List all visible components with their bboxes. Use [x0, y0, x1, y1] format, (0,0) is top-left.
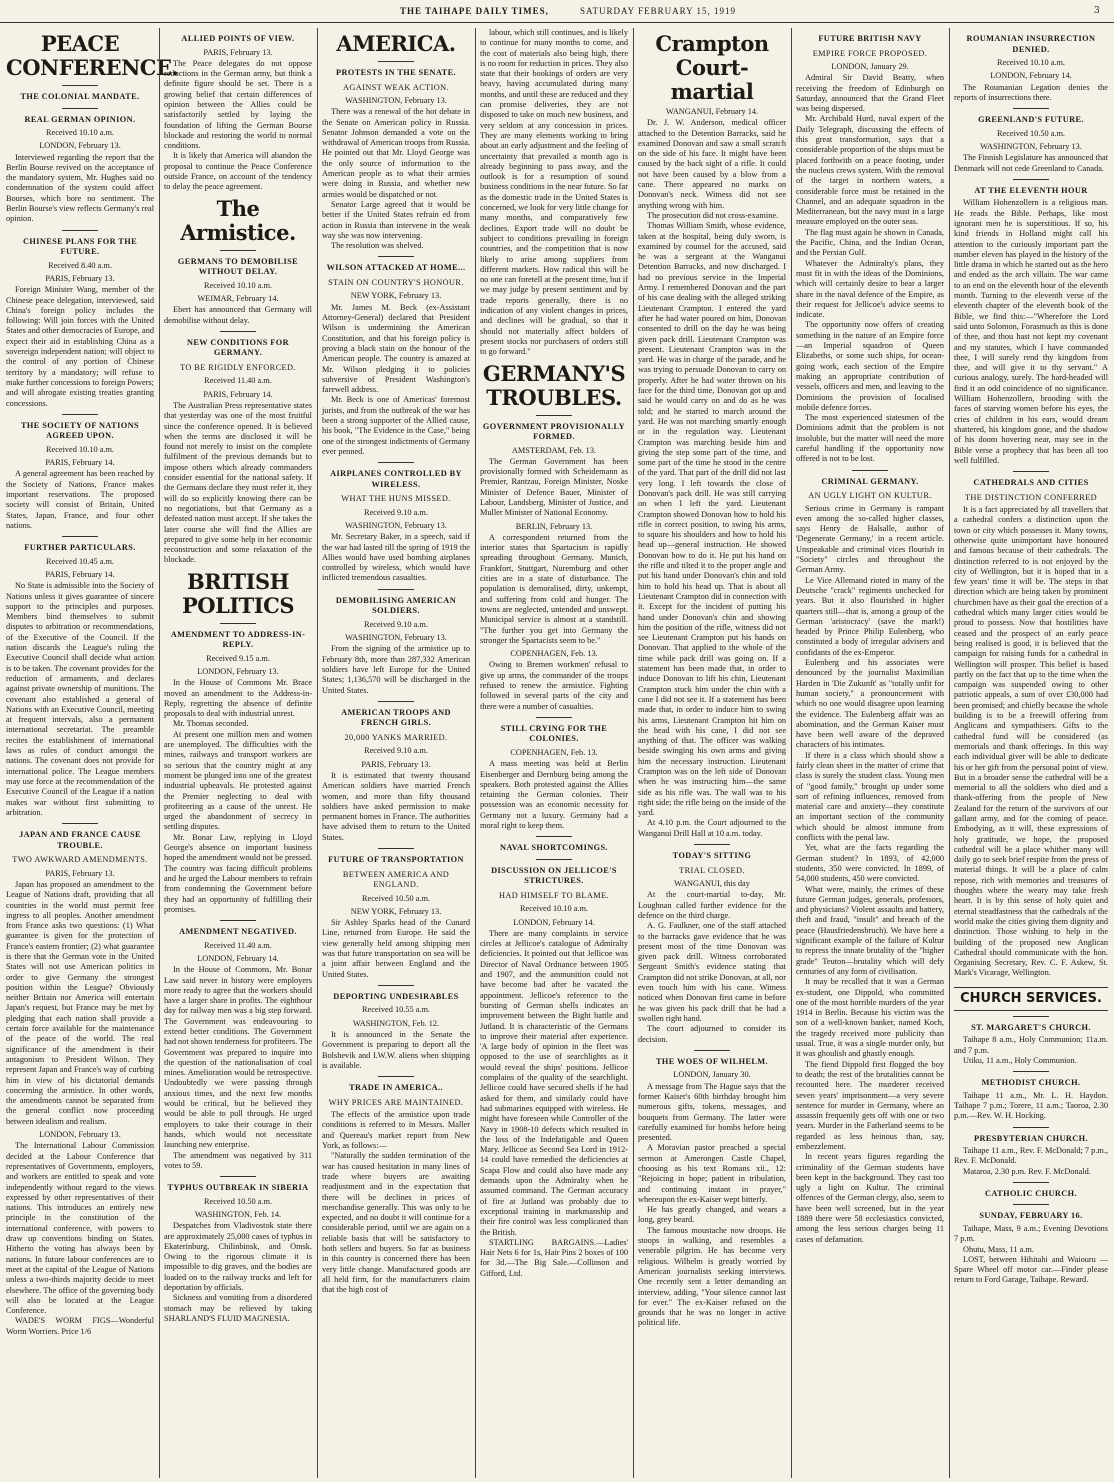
section-headline: Crampton Court-martial: [655, 31, 769, 104]
column-5: [638, 28, 786, 1478]
article-separator: [1013, 1071, 1049, 1072]
article-heading: CRIMINAL GERMANY.: [821, 476, 919, 486]
dateline: Received 10.50 a.m.: [204, 1196, 272, 1206]
article-paragraph: A correspondent returned from the interior states that Spartacism is rapidly spreading throughout Germany. Munich, Frankfort, Stuttgart, Nuremburg and other cities are in a state of disturbance. The population is demoralised, dirty, unkempt, and suffering from cold and hunger. The towns are neglected, untended and unswept. Municipal service is almost at a standstill. "The further you get into Germany the stronger the Spartacists seem to be.": [480, 532, 628, 645]
dateline: LONDON, February 13.: [39, 141, 121, 151]
section-headline: BRITISH POLITICS: [181, 568, 294, 618]
article-heading: DEPORTING UNDESIRABLES: [333, 991, 459, 1001]
article-heading: CHINESE PLANS FOR THE FUTURE.: [22, 236, 138, 257]
article-paragraph: A mass meeting was held at Berlin Eisenberger and Dernburg being among the speakers. Both protested against the Allies retaining the German colonies. Their possession was an economic necessity for Germany not a luxury. Germany had a moral right to keep them.: [480, 759, 628, 830]
dateline: Received 11.40 a.m.: [204, 940, 272, 950]
article-heading: DISCUSSION ON JELLICOE'S STRICTURES.: [491, 865, 617, 886]
column-7: [954, 28, 1108, 1478]
article-paragraph: Taihape 11 a.m., Rev. F. McDonald; 7 p.m., Rev. F. McDonald.: [954, 1146, 1108, 1166]
article-heading: THE WOES OF WILHELM.: [655, 1056, 769, 1066]
article-paragraph: Thomas William Smith, whose evidence, taken at the hospital, being duly sworn, is examined by counsel for the accused, said he was a sergeant at the Wanganui Detention Barracks, and now discharged. I had no previous service in the Imperial Army. I remembered Donovan and the part of his case dealing with the alleged striking Lieutenant Crampton. I entered the yard after he had water poured on him, Donovan consented to drill on the day he was being given pack drill. Lieutenant Crampton was present. Lieutenant Crampton was in the yard. He was in charge of the parade, and he was trying to persuade Donovan to carry on properly. After he had water thrown on his face for the third time, Donovan got up and said he would carry on and do as he was told; and he started to march around the yard. He was not marching smartly enough or in the regulation way. Lieutenant Crampton was marching beside him and giving the step some part of the time, and some part of the time he stood in the centre of the yard. That part of the drill did not last very long. I left towards the close of Donovan's pack drill. He was still carrying on when I left the yard. Lieutenant Crampton showed Donovan how to hold his rifle in correct position, to swing his arms, to square his shoulders and how to hold his head up—general instruction. He showed Donovan how to do it. He put his hand on the rifle and tilted it to the proper angle and put his hand under Donovan's chin and told him to hold his head up. That is about all Lieutenant Crampton did in connection with it. Except for the incident of putting his hand under Donovan's chin and showing him the position of the rifle, witness did not see Lieutenant Crampton put his hands on Donovan. That applied to the whole of the time while pack drill was going on. If a statement has been made that, in order to induce Donovan to lift his chin, Lieutenant Crampton stuck him under the chin with a cane I did not see it. If a statement has been made that, in order to induce him to swing his arms, Lieutenant Crampton hit him on the head with his cane, I did not see anything of that. The officer was walking beside swinging his own arms and giving him the necessary instruction. Lieutenant Crampton was on the left side of Donovan when he was instructing him—the same side as his rifle was. The wall was to his right side; the rifle being on the inside of the yard.: [638, 221, 786, 818]
article-paragraph: The famous moustache now droops. He stoops in walking, and resembles a venerable pilgrim. He has become very religious. Wilhelm is greatly worried by American journalists seeking interviews. One recently sent a letter demanding an interview, adding, "Your silence cannot last for ever." The ex-Kaiser refused on the grounds that he was no longer in active political life.: [638, 1225, 786, 1328]
article-heading: CATHEDRALS AND CITIES: [973, 478, 1089, 488]
article-heading: ALLIED POINTS OF VIEW.: [181, 34, 295, 43]
article-heading: FURTHER PARTICULARS.: [24, 543, 136, 553]
article-heading: THE SOCIETY OF NATIONS AGREED UPON.: [21, 420, 139, 441]
dateline: Received 11.40 a.m.: [204, 376, 272, 386]
article-paragraph: The prosecution did not cross-examine.: [647, 210, 779, 220]
dateline: WANGANUI, February 14.: [665, 107, 759, 116]
section-headline: The Armistice.: [180, 195, 296, 245]
article-paragraph: Mr. Bonar Law, replying in Lloyd George's absence on important business hoped the amendment would not be pressed. The country was facing difficult problems and he urged the Labour members to refrain from condemning the Government before they had an opportunity of fulfilling their promises.: [164, 832, 312, 914]
church-services-heading: CHURCH SERVICES.: [954, 987, 1108, 1011]
article-subheading: HAD HIMSELF TO BLAME.: [499, 890, 609, 900]
article-separator: [694, 1050, 730, 1051]
article-separator: [62, 230, 98, 231]
dateline: PARIS, February 14.: [45, 458, 115, 468]
article-heading: AMENDMENT TO ADDRESS-IN-REPLY.: [170, 629, 306, 650]
article-heading: GOVERNMENT PROVISIONALLY FORMED.: [482, 421, 626, 441]
article-heading: PROTESTS IN THE SENATE.: [335, 68, 457, 77]
dateline: LONDON, February 14.: [513, 917, 595, 927]
article-paragraph: Utiku, 11 a.m., Holy Communion.: [963, 1055, 1077, 1065]
article-paragraph: No State is admissible into the Society of Nations unless it gives guarantee of sincere support to the principles and purposes. Members bind themselves to submit disputes to arbitration or recommendations, of the Executive of the Council. If the nation discards the League's ruling the Executive Council shall decide what action is to be taken. The covenant provides for the reduction of armaments, and declares against private ownership of munitions. The covenant also established a general of Nations with an Executive Council, meeting at frequent intervals, also a permanent international secretariat. The preamble recites the establishment of international laws as rules of conduct amongst the nations. The covenant does not provide for international police. The League members may use force at the recommendation of the Executive Council of the League if a nation makes war without first submitting to arbitration.: [6, 581, 154, 817]
dateline: WASHINGTON, February 13.: [980, 141, 1082, 151]
column-rule: [317, 28, 318, 1478]
dateline: NEW YORK, February 13.: [350, 291, 442, 301]
article-separator: [378, 701, 414, 702]
column-rule: [475, 28, 476, 1478]
dateline: LONDON, February 14.: [990, 71, 1072, 81]
article-heading: METHODIST CHURCH.: [981, 1078, 1081, 1088]
dateline: WASHINGTON, February 13.: [345, 521, 447, 530]
article-paragraph: A Moravian pastor preached a special sermon at Amerongen Castle Chapel, choosing as his text Romans xii., 12: "Rejoicing in hope; patient in tribulation, and continuing instant in prayer," whereupon the ex-Kaiser wept bitterly.: [638, 1143, 786, 1204]
issue-date: SATURDAY FEBRUARY 15, 1919: [580, 6, 737, 16]
column-rule: [633, 28, 634, 1478]
article-subheading: BETWEEN AMERICA AND ENGLAND.: [342, 869, 450, 890]
article-separator: [220, 331, 256, 332]
article-heading: GERMANS TO DEMOBILISE WITHOUT DELAY.: [177, 256, 299, 277]
article-paragraph: From the signing of the armistice up to February 8th, more than 287,332 American soldiers have left Europe for the United States; 1,136,570 will be discharged in the United States.: [322, 644, 470, 695]
article-paragraph: Mr. Thomas seconded.: [173, 719, 249, 729]
dateline: Received 10.10 a.m.: [46, 128, 114, 137]
column-rule: [159, 28, 160, 1478]
article-paragraph: Mataroa, 2.30 p.m. Rev. F. McDonald.: [963, 1166, 1091, 1176]
article-paragraph: The International Labour Commission decided at the Labour Conference that representatives of Governments, employers, and workers are entitled to speak and vote independently without regard to the views expressed by other representatives of their nations. This introduces an entirely new principle in the constitution of the international conference, with powers to draw up conventions binding on States. Hitherto the voting has always been by nations. In future labour conferences are to meet at the capital of the League of Nations unless a two-thirds majority decide to meet elsewhere. The office of the governing body will also be located at the League Conference.: [6, 1141, 154, 1316]
article-paragraph: At present one million men and women are unemployed. The difficulties with the mines, railways and transport workers are so serious that the country might at any moment be plunged into one of the greatest industrial upheavals. He protested against the Premier neglecting to deal with profiteering as a cause of the unrest. He urged the abandonment of secrecy in settling disputes.: [164, 729, 312, 832]
article-subheading: THE DISTINCTION CONFERRED: [964, 492, 1098, 502]
dateline: COPENHAGEN, Feb. 13.: [510, 747, 598, 757]
article-heading: AIRPLANES CONTROLLED BY WIRELESS.: [330, 469, 462, 489]
article-paragraph: Mr. Beck is one of Americas' foremost jurists, and from the outbreak of the war has been a strong supporter of the Allied cause, his book, "The Evidence in the Case," being one of the strongest indictments of Germany ever penned.: [322, 395, 470, 456]
article-separator: [1013, 1016, 1049, 1017]
dateline: NEW YORK, February 13.: [350, 906, 442, 916]
article-paragraph: Mr. James M. Beck (ex-Assistant Attorney-General) declared that President Wilson is undermining the American Constitution, and that his foreign policy is proving a black stain on the honour of the American people. The country is amazed at Mr. Wilson pledging it to policies subversive of President Washington's farewell address.: [322, 302, 470, 395]
article-separator: [62, 108, 98, 109]
article-separator: [694, 844, 730, 845]
article-paragraph: The amendment was negatived by 311 votes to 59.: [164, 1150, 312, 1170]
article-paragraph: Yet, what are the facts regarding the German student? In 1893, of 42,000 students, 350 were convicted. In 1899, of 54,000 students, 450 were convicted.: [796, 843, 944, 884]
article-paragraph: Sir Ashley Sparks head of the Cunard Line, returned from Europe. He said the view generally held among shipping men was that future transportation on sea will be a joint affair between England and the United States.: [322, 918, 470, 979]
article-heading: REAL GERMAN OPINION.: [24, 114, 136, 124]
article-heading: STILL CRYING FOR THE COLONIES.: [500, 723, 608, 744]
article-paragraph: Ohutu, Mass, 11 a.m.: [963, 1244, 1034, 1254]
article-separator: [62, 85, 98, 86]
dateline: Received 9.10 a.m.: [364, 507, 428, 517]
column-3: [322, 28, 470, 1478]
article-separator: [1013, 1182, 1049, 1183]
article-paragraph: A. G. Faulkner, one of the staff attached to the barracks gave evidence that he was present most of the time Donovan was given pack drill. Witness corroborated Sergeant Smith's evidence stating that Crampton did not strike Donovan, at all, nor even touch him with his cane. Witness noticed when Donovan first came in before he was given his pack drill that he had a swollen right hand.: [638, 921, 786, 1023]
article-heading: GREENLAND'S FUTURE.: [978, 115, 1084, 125]
article-paragraph: At the court-martial to-day, Mr. Loughnan called further evidence for the defence on the third charge.: [638, 890, 786, 920]
article-paragraph: It is a fact appreciated by all travellers that a cathedral confers a distinction upon the town or city which possesses it. Many towns, otherwise quite unimportant have honoured and famous because of their cathedrals. The distinction referred to is not enjoyed by the city of Wellington, but it is hoped that in a few years' time it will be. The steps in that direction which are being taken by prominent churchmen have as their goal the erection of a cathedral which many larger cities would be proud to possess. Now that hostilities have ceased and the prospect of an early peace being realised is good, it is believed that the campaign for raising funds for a cathedral in Wellington will prosper. This belief is based partly on the fact that up to the time when the campaign was suspended owing to other patriotic appeals, a sum of over £30,000 had been promised; and chiefly because the whole building is to be a freewill offering from Anglicans and sympathisers. Gifts to the cathedral fund will be considered (as memorials and thank offerings. In this way each individual giver will be able to dedicate his or her gift from the personal point of view. But in a broader sense the cathedral will be a memorial to all the soldiers who died and a thank-offering from the people of New Zealand for the return of the survivors of our gallant army, and for the coming of peace. Embodying, as it will, these expressions of holy gratitude, we hope, the proposed cathedral will be a place whither many will daily go to seek brief respite from the press of material things. It will be a place of calm repose, rich with memories and treasures of thoughts where the weary may take fresh heart. It is by this sense of holy quiet and eternal steadfastness that the cathedrals of the world make the cities giving them dignity and distinction. Those wishing to help in the building of the proposed new Anglican Cathedral should communicate with the hon. Organising Secretary, Rev. C. F. Askew, St. Mark's Vicarage, Wellington.: [954, 505, 1108, 978]
article-heading: ST. MARGARET'S CHURCH.: [971, 1022, 1091, 1032]
dateline: Received 9.10 a.m.: [364, 746, 428, 756]
article-paragraph: Interviewed regarding the report that the Berlin Bourse revived on the acceptance of the mandatory system, Mr. Hughes said no condemnation of the system could affect Bourses, which bore no sentiment. The Berlin Bourse's view reflects Germany's real opinion.: [6, 152, 154, 224]
article-paragraph: Owing to Bremen workmen' refusal to give up arms, the commander of the troops refused to renew the armistice. Fighting followed in several parts of the city and there were a number of casualties.: [480, 660, 628, 711]
masthead: [0, 0, 1114, 23]
article-subheading: 20,000 YANKS MARRIED.: [344, 732, 448, 742]
article-paragraph: In the House of Commons, Mr. Bonar Law said never in history were employers more ready to agree that the workers should have a larger share in profits. The eighthour day for railway men was a big step forward. The Government was endeavouring to extend better conditions. The Government had not shown tenderness for profiteers. The Government was prepared to inquire into the question of the nationalisation of coal mines. Amelioration would be retrospective. Undoubtedly we were passing through anxious times, and the next few months would be critical, but he believed they would be able to pull through. He urged employers to take their courage in their hands, which would not necessitate launching new enterprise.: [164, 965, 312, 1150]
article-separator: [536, 836, 572, 837]
article-separator: [220, 920, 256, 921]
article-heading: AMERICAN TROOPS AND FRENCH GIRLS.: [341, 707, 451, 728]
article-paragraph: Taihape 8 a.m., Holy Communion; 11a.m. and 7 p.m.: [954, 1035, 1108, 1055]
dateline: WASHINGTON, February 13.: [345, 96, 447, 105]
article-separator: [62, 823, 98, 824]
article-heading: TRADE IN AMERICA..: [349, 1083, 443, 1093]
article-subheading: TO BE RIGIDLY ENFORCED.: [180, 362, 296, 372]
article-subheading: AGAINST WEAK ACTION.: [342, 82, 450, 92]
article-heading: AT THE ELEVENTH HOUR: [974, 185, 1088, 195]
article-paragraph: He has greatly changed, and wears a long, grey beard.: [638, 1205, 786, 1225]
dateline: Received 9.15 a.m.: [206, 653, 270, 663]
article-paragraph: Senator Large agreed that it would be better if the United States refrain ed from action in Russia than intervene in the weak way she was now intervening.: [322, 199, 470, 240]
article-heading: CATHOLIC CHURCH.: [985, 1188, 1077, 1198]
article-paragraph: Mr. Archibald Hurd, naval expert of the Daily Telegraph, discussing the effects of this great transformation, says that a considerable proportion of the ships must be placed forthwith on a peace footing, under the nucleus crews system. With the removal of the target in northern waters, a considerable force must be retained in the Channel, and an adequate squadron in the Mediterranean, but the navy must in a large measure employed on the outer seas.: [796, 114, 944, 227]
article-heading: TODAY'S SITTING: [672, 851, 752, 861]
dateline: Received 10.10 a.m.: [997, 58, 1065, 67]
article-paragraph: Taihape 11 a.m., Mr. L. H. Haydon. Taihape 7 p.m.; Torere, 11 a.m.; Taoroa, 2.30 p.m.—Rev. W. H. Hocking.: [954, 1090, 1108, 1121]
article-paragraph: The Peace delegates do not oppose reductions in the German army, but think a definite figure should be set. There is a growing belief that certain differences of opinion between the Allies could be satisfactorily settled by laying the foundation of lifting the German Bourse blockade and restoring the world to normal conditions.: [164, 58, 312, 151]
newspaper-title: THE TAIHAPE DAILY TIMES,: [400, 6, 549, 16]
dateline: Received 10.10 a.m.: [204, 280, 272, 290]
dateline: WASHINGTON, February 13.: [345, 633, 447, 643]
article-paragraph: It is likely that America will abandon the proposal to continue the Peace Conference outside France, on account of the tendency to delay the peace agreement.: [164, 151, 312, 192]
article-paragraph: The Finnish Legislature has announced that Denmark will not cede Greenland to Canada.: [954, 153, 1108, 173]
dateline: BERLIN, February 13.: [515, 521, 593, 531]
article-separator: [62, 414, 98, 415]
section-headline: AMERICA.: [336, 31, 456, 56]
article-paragraph: William Hohenzollern is a religious man. He reads the Bible. Perhaps, like most ignorant men he is superstitious. If so, his kind friends in Holland might call his attention to the curiously important part the number eleven has played in the history of the little drama in which he started out as the hero and ended as the arch villain. The war came to an end on the eleventh hour of the eleventh month. Turning to the eleventh verse of the eleventh chapter of the eleventh book of the Bible, we find this:—"Wherefore the Lord said unto Solomon, Forasmuch as this is done of thee, and thou hast not kept my covenant and my statutes, which I have commanded thee, I will surely rend thy kingdom from thee, and will give it to thy servant." A curious analogy, surely. The hard-headed will find it an odd coincidence of no significance. William Hohenzollern, brooding with the faces of starving women before his eyes, the cries of children in his ears, would dream shattered, his kingdom gone, and the shadow of his doom hovering near, may see in the Bible verse a prophecy that has been all too well fulfilled.: [954, 198, 1108, 465]
article-subheading: WHY PRICES ARE MAINTAINED.: [328, 1097, 464, 1107]
dateline: PARIS, February 13.: [361, 759, 431, 769]
dateline: Received 10.10 a.m.: [46, 444, 114, 454]
article-paragraph: Whatever the Admiralty's plans, they must fit in with the ideas of the Dominions, which will certainly desire to bear a larger share in the naval defence of the Empire, as their request for Jellicoe's advice seems to indicate.: [796, 258, 944, 320]
article-paragraph: In recent years figures regarding the criminality of the German students have been kept in the background. They cast too ugly a light on Kultur. The criminal offences of the German clergy, also, seem to have been well screened, but in the year 1889 there were 58 ecclesiastics convicted, among the less serious charges being 11 cases of defamation.: [796, 1152, 944, 1244]
dateline: Received 10.55 a.m.: [362, 1005, 430, 1015]
dateline: WEIMAR, February 14.: [197, 293, 279, 303]
article-paragraph: The most experienced statesmen of the Dominions admit that the problem is not insoluble, but the matter will need the more careful handling if the opportunity now offered is not to be lost.: [796, 413, 944, 464]
article-paragraph: The resolution was shelved.: [331, 241, 424, 251]
article-paragraph: WADE'S WORM FIGS—Wonderful Worm Worriers. Price 1/6: [6, 1316, 154, 1336]
column-2: [164, 28, 312, 1478]
article-heading: JAPAN AND FRANCE CAUSE TROUBLE.: [19, 830, 141, 850]
dateline: Received 9.10 a.m.: [364, 619, 428, 629]
article-paragraph: A general agreement has been reached by the Society of Nations, France makes important reservations. The proposed society will consist of Britain, United States, Japan, France, and four other nations.: [6, 469, 154, 530]
article-paragraph: Admiral Sir David Beatty, when receiving the freedom of Edinburgh on Saturday, announced that the Grand Fleet was being dispersed.: [796, 73, 944, 114]
article-separator: [378, 462, 414, 463]
dateline: Received 10.50 a.m.: [997, 128, 1065, 138]
article-paragraph: It is announced in the Senate the Government is preparing to deport all the Bolshevik and I.W.W. aliens when shipping is available.: [322, 1030, 470, 1070]
article-separator: [536, 415, 572, 416]
article-separator: [378, 985, 414, 986]
article-paragraph: STARTLING BARGAINS.—Ladies' Hair Nets 6 for 1s, Hair Pins 2 boxes of 100 for 3d.—The Big Sale.—Collinson and Gifford, Ltd.: [480, 1237, 628, 1278]
article-separator: [62, 536, 98, 537]
article-separator: [536, 717, 572, 718]
article-heading: FUTURE OF TRANSPORTATION: [328, 855, 464, 865]
column-rule: [949, 28, 950, 1478]
article-paragraph: "Naturally the sudden termination of the war has caused hesitation in many lines of trade where buyers are awaiting readjustment and in the expectation that there will be declines in prices of merchandise generally. This was only to be expected, and no doubt it will continue for a considerable period, until we are again on a reliable basis that will be satisfactory to both sellers and buyers. So far as business in this country is concerned there has been very little change. Manufactured goods are all held firm, for the manufacturers claim that the high cost of: [322, 1151, 470, 1295]
article-subheading: TWO AWKWARD AMENDMENTS.: [12, 855, 148, 865]
article-heading: SUNDAY, FEBRUARY 16.: [979, 1211, 1083, 1221]
article-subheading: AN UGLY LIGHT ON KULTUR.: [808, 491, 932, 501]
article-paragraph: Japan has proposed an amendment to the League of Nations draft, providing that all countries in the world must permit free ingress to all peoples. Another amendment from France asks two questions: (1) What guarantee is given for the protection of France's eastern frontier; (2) what guarantee is there that the German vote in the United States will not use American politics in order to give Germany the strongest position within the League? Obviously neither Britain nor America will entertain Japan's request, but France may be met by pledging that each nation shall provide a certain force available for the maintenance of the peace of the world. The real significance of the amendment is their antagonism to President Wilson. They represent Japan and France's way of curbing him in view of his dictatorial demands concerning the armistice. In other words, the amendments cannot be separated from the general conflict now proceeding between idealism and realism.: [6, 879, 154, 1126]
dateline: AMSTERDAM, Feb. 13.: [511, 445, 597, 455]
article-paragraph: The opportunity now offers of creating something in the nature of an Empire force—an Imperial squadron of Queen Elizabeths, or some such ships, for ocean-going work, each section of the Empire making an appropriate contribution of vessels, officers and men, and leaving to the Dominions the provision of localised mobile defence forces.: [796, 320, 944, 412]
article-separator: [536, 859, 572, 860]
dateline: LONDON, January 30.: [673, 1070, 751, 1080]
article-paragraph: labour, which still continues, and is likely to continue for many months to come, and the cost of materials also being high, there is no room for reduction in prices. They also state that their bookings of orders are very heavy, having accumulated during many months, and until these are reduced and they can promise deliveries, they are not disposed to take on much new business, and very seldom at any concession in prices. They are many elements working to bring about an early adjustment and the feeling of uncertainty that prevailed a month ago is already beginning to pass away, and the outlook is for a resumption of sound business conditions in the near future. So far as the domestic trade in the United States is concerned, we look for very little change for many months, and comparatively few declines. Export trade will no doubt be subject to conditions prevailing in foreign countries, and the competition that is now likely to arise among suppliers from different markets. How radical this will be no one can foretell at the present time, but if we may judge by present sentiment and by trade reports generally, there is no indication of any violent changes in prices, and declines will be gradual, so that it should not materially affect holders of present stocks nor purchasers of orders still to go forward.": [480, 28, 628, 357]
dateline: PARIS, February 13.: [203, 47, 273, 57]
section-headline: GERMANY'S TROUBLES.: [482, 360, 626, 410]
article-separator: [378, 848, 414, 849]
dateline: PARIS, February 13.: [45, 273, 115, 283]
article-paragraph: The Roumanian Legation denies the reports of insurrections there.: [954, 82, 1108, 102]
article-separator: [1013, 471, 1049, 472]
article-heading: FUTURE BRITISH NAVY: [818, 34, 922, 43]
article-heading: WILSON ATTACKED AT HOME...: [326, 263, 466, 273]
article-paragraph: Despatches from Vladivostok state there are approximately 25,000 cases of typhus in Ekaterinburg, Chilinbinsk, and Omsk. Owing to the rigorous climate it is impossible to dig graves, and the bodies are loaded on to the railway trucks and left for deportation by officials.: [164, 1221, 312, 1293]
article-heading: NAVAL SHORTCOMINGS.: [500, 843, 608, 853]
column-6: [796, 28, 944, 1478]
article-heading: PRESBYTERIAN CHURCH.: [973, 1133, 1089, 1143]
article-paragraph: If there is a class which should show a fairly clean sheet in the matter of crime that class is surely the student class. Young men of "good family," brought up under some sort of refining influences, removed from material care and anxiety—they constitute an important section of the community which should be almost immune from conflicts with the penal law.: [796, 750, 944, 843]
article-separator: [378, 61, 414, 62]
article-paragraph: What were, mainly, the crimes of these future German judges, generals, professors, and physicians? Violent assaults and battery, theft and fraud, "insult" and breach of the peace (Hausfriedensbruch). We have here a significant example of the failure of Kultur to repress the innate brutality of the "higher grade" Teuton—brutality which will defy centuries of any form of civilisation.: [796, 884, 944, 976]
dateline: WASHINGTON, Feb. 14.: [194, 1209, 282, 1219]
article-separator: [852, 470, 888, 471]
article-paragraph: Sickness and vomiting from a disordered stomach may be relieved by taking SHARLAND'S FLUID MAGNESIA.: [164, 1293, 312, 1323]
article-paragraph: It may be recalled that it was a German ex-student, one Dippold, who committed one of the most horrible murders of the year 1914 in Berlin. Because his victim was the son of a well-known banker, named Koch, the tragedy received more publicity than usual. True, it was a single murder only, but it was ghoulish and ghastly enough.: [796, 977, 944, 1059]
article-paragraph: Serious crime in Germany is rampant even among the so-called higher classes, says Henry de Halsalle, author of 'Degenerate Germany,' in a recent article. Unspeakable and criminal vices flourish in "Society" circles and throughout the German Army.: [796, 503, 944, 575]
article-separator: [378, 589, 414, 590]
article-separator: [1013, 108, 1049, 109]
column-4: [480, 28, 628, 1478]
article-separator: [378, 1076, 414, 1077]
article-paragraph: The fiend Dippold first flogged the boy to death; the rest of the brutalities cannot be recounted here. The murderer received seven years' imprisonment—a very severe sentence for murder in Germany, where an assassin frequently gets off with one or two years. Murder in the Fatherland seems to be regarded as less heinous than, say, embezzlement.: [796, 1059, 944, 1151]
article-paragraph: Dr. J. W. Anderson, medical officer attached to the Detention Barracks, said he examined Donovan and saw a small scratch on the side of his face. It might have been caused by the back sight of a rifle. It could not have been caused by a blow from a cane. There appeared no marks on Donovan's neck. Witness did not see anything wrong with him.: [638, 118, 786, 210]
article-subheading: WHAT THE HUNS MISSED.: [341, 494, 451, 504]
article-paragraph: The court adjourned to consider its decision.: [638, 1024, 786, 1044]
article-separator: [1013, 1127, 1049, 1128]
article-paragraph: It is estimated that twenty thousand American soldiers have married French women, and more than fifty thousand soldiers have asked permission to make permanent homes in France. The authorities have advised them to return to the United States.: [322, 770, 470, 842]
article-separator: [220, 250, 256, 251]
article-paragraph: In the House of Commons Mr. Brace moved an amendment to the Address-in-Reply, regretting the absence of definite proposals to deal with industrial unrest.: [164, 678, 312, 719]
article-subheading: TRIAL CLOSED.: [679, 865, 745, 875]
column-1: [6, 28, 179, 1478]
article-paragraph: Taihape, Mass, 9 a.m.; Evening Devotions 7 p.m.: [954, 1223, 1108, 1244]
dateline: PARIS, February 13.: [45, 868, 115, 878]
article-heading: NEW CONDITIONS FOR GERMANY.: [186, 337, 289, 358]
page-number: 3: [1094, 6, 1100, 16]
article-paragraph: There was a renewal of the hot debate in the Senate on American policy in Russia. Senator Johnson demanded a vote on the withdrawal of American troops from Russia. He pointed out that Mr. Lloyd George was the only source of information to the American people as to what their armies were doing in Russia, and whether new armies would be dispatched or not.: [322, 107, 470, 199]
article-paragraph: There are many complaints in service circles at Jellicoe's catalogue of Admiralty deficiencies. It pointed out that Jellicoe was Director of Naval Ordnance between 1905 and 1907, and the ammunition could not have become bad after he vacated the appointment. Jellicoe's reference to the bursting of German shells indicates an improvement between the Bight battle and Jutland. It is characteristic of the Germans to improve their material after experience. 'A large body of opinion in the fleet was opposed to the use of searchlights as it would reveal the ships' positions. Jellicoe complains of the quality of the searchlight. Jellicoe could have secured shells if he had asked for them, and similarly could have had submarines equipped with wireless. He might have foreseen while Controller of the Navy in 1908-10 defects which resulted in the loss of the Indefatigable and Queen Mary. Jellicoe as Second Sea Lord in 1912-14 could have remedied the deficiencies at Scapa Flow and could also have made any demands upon the Admiralty when he assumed command. The German accuracy of fire at Jutland was probably due to exceptional training in markmanship and their fire control was less complicated than the British.: [480, 928, 628, 1237]
dateline: WANGANUI, this day: [674, 879, 750, 889]
dateline: Received 10.45 a.m.: [46, 556, 114, 566]
dateline: LONDON, February 13.: [39, 1130, 121, 1140]
article-paragraph: Mr. Secretary Baker, in a speech, said if the war had lasted till the spring of 1919 the Allies would have used bombing airplanes controlled by wireless, which would have inflicted tremendous casualties.: [322, 532, 470, 583]
article-paragraph: Le Vice Allemand rioted in many of the Deutsche "crack" regiments unchecked for years. But it also flourished in higher quarters still—that is, among a group of the German 'aristocracy' (save the mark!) headed by Prince Philip Eulenberg, who constituted a body of irregular advisers and confidants of the ex-Emperor.: [796, 575, 944, 657]
article-separator: [1013, 1204, 1049, 1205]
dateline: LONDON, February 14.: [197, 953, 279, 963]
article-heading: AMENDMENT NEGATIVED.: [179, 927, 297, 937]
article-paragraph: A message from The Hague says that the former Kaiser's 60th birthday brought him numerous gifts, tokens, messages, and bouquets from Germany. The latter were carefully examined for bombs before being presented.: [638, 1081, 786, 1143]
dateline: Received 8.40 a.m.: [48, 260, 112, 270]
article-paragraph: Eulenberg and his associates were denounced by the journalist Maximilian Harden in 'Die Zukunft' as "totally unfit for human society," a pronouncement with which no one would disagree upon learning the evidence. The Eulenberg affair was an abomination, and the German Kaiser must have been well aware of the depraved characters of his intimates.: [796, 658, 944, 750]
dateline: PARIS, February 14.: [45, 570, 115, 579]
dateline: LONDON, February 13.: [197, 666, 279, 676]
dateline: Received 10.50 a.m.: [362, 893, 430, 903]
article-paragraph: Foreign Minister Wang, member of the Chinese peace delegation, interviewed, said China's foreign policy includes the following: Will join forces with the United States and other democracies of Europe, and expect their aid in establishing China as a sovereign independent nation; will object to the control of any portion of Chinese territory by a mandatory; will refuse to make further concessions to foreign Powers; and will abrogate existing treaties granting concessions.: [6, 285, 154, 408]
article-separator: [378, 256, 414, 257]
dateline: WASHINGTON, Feb. 12.: [352, 1018, 440, 1028]
dateline: COPENHAGEN, Feb. 13.: [510, 649, 598, 659]
section-headline: PEACE CONFERENCE.: [6, 31, 179, 80]
article-paragraph: The flag must again be shown in Canada, the Pacific, China, and the Indian Ocean, and the Persian Gulf.: [796, 227, 944, 258]
article-separator: [220, 623, 256, 624]
article-paragraph: Ebert has announced that Germany will demobilise without delay.: [164, 305, 312, 325]
article-paragraph: The Australian Press representative states that yesterday was one of the most fruitful since the conference opened. It is believed when the terms are disclosed it will be found not merely to insist on the complete fulfilment of the previous demands but to impose others which already commanders consider essential for the national safety. If the Germans declare they must refer it, they will do so explicitly knowing there can be no negotiations, but that Germany as a defeated nation must accept. If she takes the later course she will find the Allies are prepared to give some help in her economic reconstruction and some relaxation of the blockade.: [164, 400, 312, 565]
article-paragraph: The effects of the armistice upon trade conditions is referred to in Messrs. Maller and Quereau's market report from New York, as follows:—: [322, 1110, 470, 1151]
article-heading: DEMOBILISING AMERICAN SOLDIERS.: [335, 595, 457, 616]
article-heading: TYPHUS OUTBREAK IN SIBERIA: [167, 1183, 309, 1193]
column-rule: [791, 28, 792, 1478]
article-separator: [220, 1176, 256, 1177]
article-heading: ROUMANIAN INSURRECTION DENIED.: [966, 34, 1096, 54]
article-separator: [1013, 179, 1049, 180]
article-paragraph: At 4.10 p.m. the Court adjourned to the Wanganui Drill Hall at 10 a.m. today.: [638, 818, 786, 838]
article-paragraph: LOST, between Hihitahi and Waiouru —Spare Wheel off motor car.—Finder please return to Ford Garage, Taihape. Reward.: [954, 1254, 1108, 1285]
dateline: PARIS, February 14.: [203, 389, 273, 399]
article-paragraph: The German Government has been provisionally formed with Scheidemann as Premier, Rantzau, Foreign Minister, Noske Minister of Defence Bauer, Minister of Labour, Landsberg, Minister of Justice, and Muller Minister of National Economy.: [480, 456, 628, 518]
dateline: LONDON, January 29.: [831, 62, 909, 71]
dateline: Received 10.10 a.m.: [520, 904, 588, 914]
article-heading: THE COLONIAL MANDATE.: [20, 92, 140, 101]
article-subheading: EMPIRE FORCE PROPOSED.: [812, 48, 928, 58]
article-subheading: STAIN ON COUNTRY'S HONOUR.: [328, 277, 464, 287]
